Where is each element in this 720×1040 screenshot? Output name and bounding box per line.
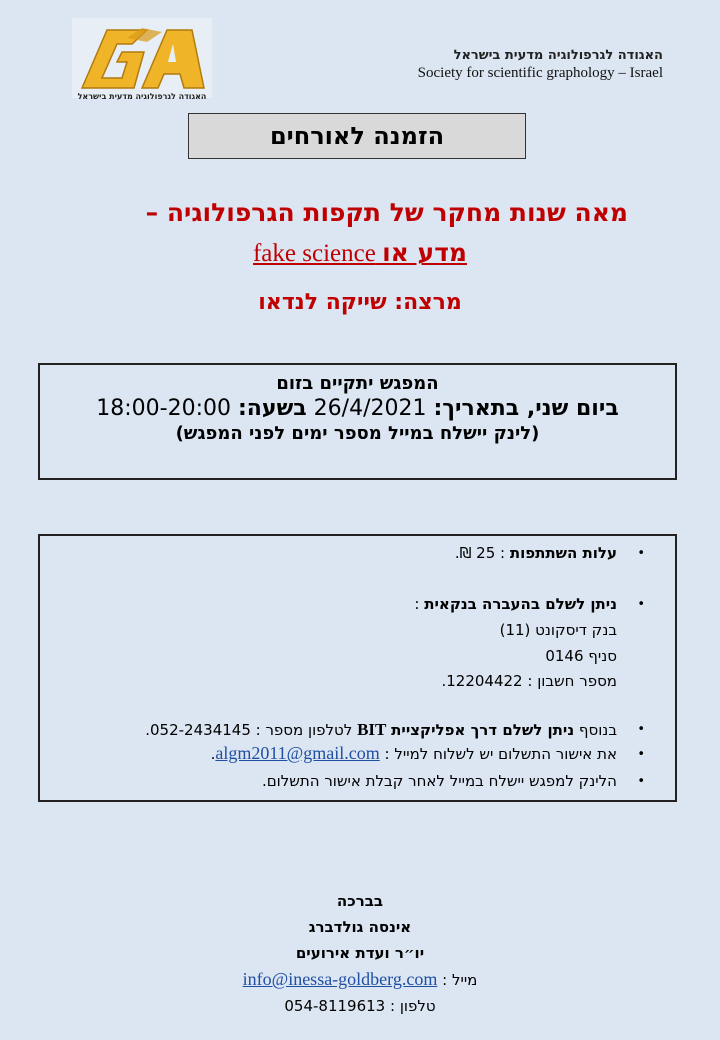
- invitation-label: הזמנה לאורחים: [269, 122, 445, 150]
- bit-app-name: BIT: [357, 720, 387, 739]
- speaker: מרצה: שייקה לנדאו: [258, 290, 462, 315]
- transfer-colon: :: [414, 595, 420, 613]
- talk-title-hebrew: מדע או: [382, 238, 467, 267]
- greeting: בברכה: [336, 892, 384, 910]
- fee-value: : 25 ₪.: [454, 544, 506, 562]
- bullet-icon: •: [637, 546, 645, 561]
- org-name-hebrew: האגודה לגרפולוגיה מדעית בישראל: [453, 48, 663, 63]
- signature-block: [0, 888, 720, 1019]
- confirm-end: .: [210, 745, 216, 763]
- logo-caption: האגודה לגרפולוגיה מדעית בישראל: [77, 92, 207, 101]
- bit-prefix: בנוסף: [574, 721, 617, 739]
- time-label: בשעה:: [238, 396, 307, 421]
- fee-label: עלות השתתפות: [509, 544, 617, 562]
- talk-title-line2: [0, 238, 720, 268]
- signer-email-row: [0, 966, 720, 993]
- bullet-icon: •: [637, 774, 645, 789]
- payment-email-link[interactable]: algm2011@gmail.com: [215, 743, 380, 763]
- signer-name: אינסה גולדברג: [308, 918, 412, 936]
- signer-email-link[interactable]: info@inessa-goldberg.com: [242, 969, 438, 989]
- meeting-location: המפגש יתקיים בזום: [276, 373, 439, 394]
- email-label: מייל :: [442, 971, 478, 989]
- meeting-time: 18:00-20:00: [96, 396, 231, 421]
- org-name-english: Society for scientific graphology – Israel: [417, 65, 663, 81]
- fee-row: [455, 544, 617, 562]
- confirm-row: [211, 743, 617, 764]
- talk-title-line2-underlined: [253, 240, 467, 267]
- signer-phone: טלפון : 054-8119613: [284, 997, 436, 1015]
- transfer-row: [414, 595, 617, 613]
- bank-name: בנק דיסקונט (11): [499, 621, 617, 639]
- invitation-banner: [188, 113, 526, 159]
- link-after-payment: הלינק למפגש יישלח במייל לאחר קבלת אישור התשלום.: [261, 772, 617, 790]
- transfer-label: ניתן לשלם בהעברה בנקאית: [424, 595, 617, 613]
- bullet-icon: •: [637, 597, 645, 612]
- bit-label: ניתן לשלם דרך אפליקציית: [391, 721, 575, 739]
- bit-row: [145, 720, 617, 740]
- meeting-datetime: [40, 396, 675, 421]
- payment-info-box: [38, 534, 677, 802]
- organization-header: [418, 48, 663, 82]
- bullet-icon: •: [637, 722, 645, 737]
- link-note: (לינק יישלח במייל מספר ימים לפני המפגש): [175, 423, 540, 444]
- signer-role: יו״ר ועדת אירועים: [295, 944, 425, 962]
- bullet-icon: •: [637, 747, 645, 762]
- bit-phone: לטלפון מספר : 052-2434145.: [145, 721, 353, 739]
- meeting-date: 26/4/2021: [313, 396, 427, 421]
- confirm-text: את אישור התשלום יש לשלוח למייל :: [384, 745, 617, 763]
- meeting-details-box: [38, 363, 677, 480]
- bank-account: מספר חשבון : 12204422.: [441, 672, 617, 690]
- talk-title-english: fake science: [252, 240, 376, 267]
- talk-title-line1: מאה שנות מחקר של תקפות הגרפולוגיה –: [145, 198, 628, 227]
- bank-branch: סניף 0146: [545, 647, 617, 665]
- day-label: ביום שני, בתאריך:: [433, 396, 619, 421]
